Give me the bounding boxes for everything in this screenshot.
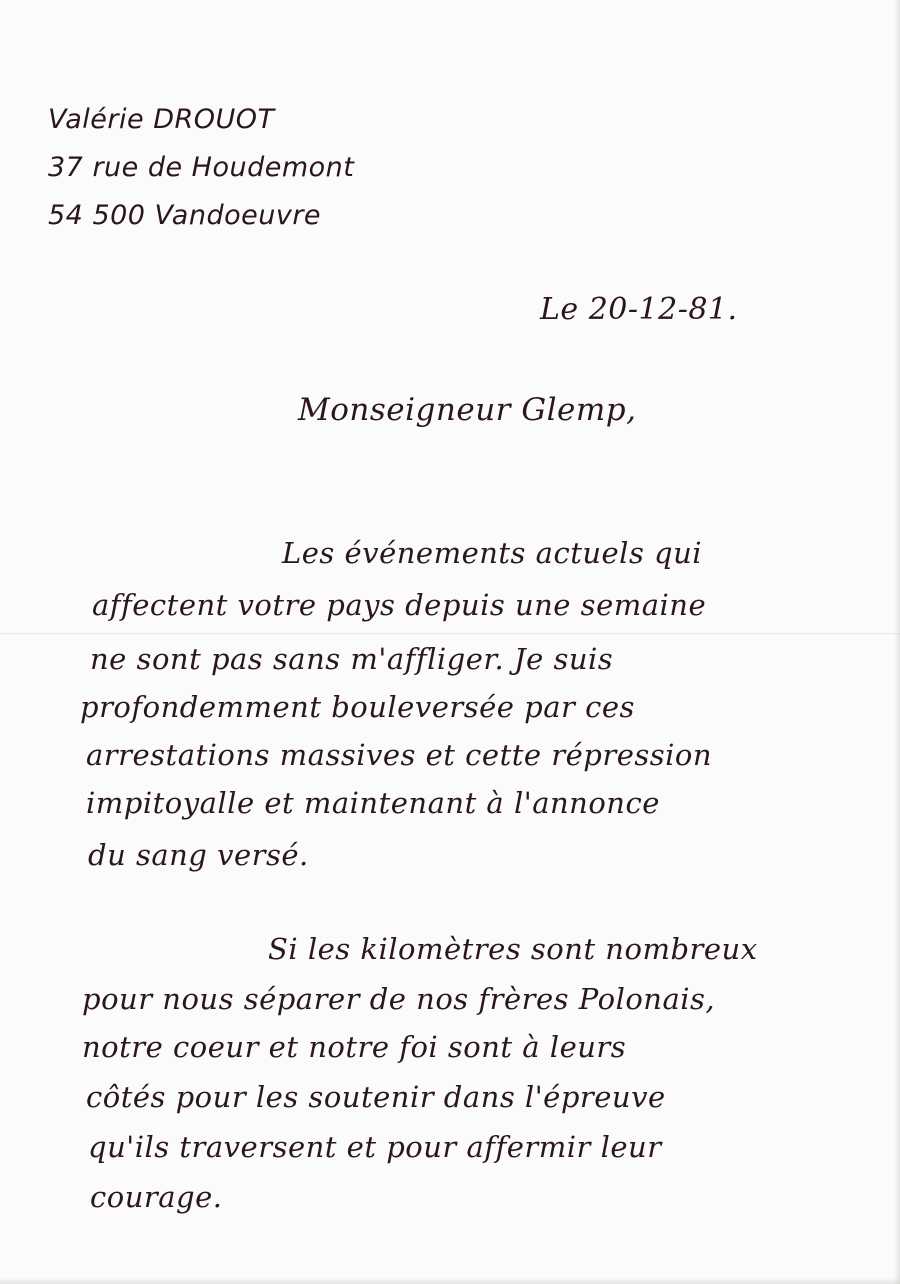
- paragraph-line: Les événements actuels qui: [282, 536, 703, 570]
- paragraph-line: du sang versé.: [88, 838, 309, 872]
- sender-street: 37 rue de Houdemont: [48, 152, 355, 183]
- paper-edge-bottom: [0, 1278, 900, 1284]
- paragraph-line: Si les kilomètres sont nombreux: [268, 932, 758, 966]
- paragraph-line: pour nous séparer de nos frères Polonais,: [82, 982, 716, 1016]
- paragraph-line: affectent votre pays depuis une semaine: [92, 588, 707, 622]
- salutation: Monseigneur Glemp,: [298, 392, 637, 428]
- sender-city: 54 500 Vandoeuvre: [48, 200, 322, 231]
- letter-date: Le 20-12-81.: [540, 292, 738, 327]
- paragraph-line: arrestations massives et cette répression: [86, 738, 713, 772]
- paragraph-line: impitoyalle et maintenant à l'annonce: [86, 786, 660, 820]
- paragraph-line: qu'ils traversent et pour affermir leur: [88, 1130, 662, 1164]
- paragraph-line: notre coeur et notre foi sont à leurs: [82, 1030, 627, 1064]
- sender-name: Valérie DROUOT: [48, 104, 275, 135]
- paper-fold-crease: [0, 633, 900, 635]
- paragraph-line: courage.: [90, 1180, 223, 1214]
- paragraph-line: côtés pour les soutenir dans l'épreuve: [86, 1080, 666, 1114]
- paper-edge-right: [894, 0, 900, 1284]
- paragraph-line: profondemment bouleversée par ces: [80, 690, 635, 724]
- paragraph-line: ne sont pas sans m'affliger. Je suis: [90, 642, 614, 676]
